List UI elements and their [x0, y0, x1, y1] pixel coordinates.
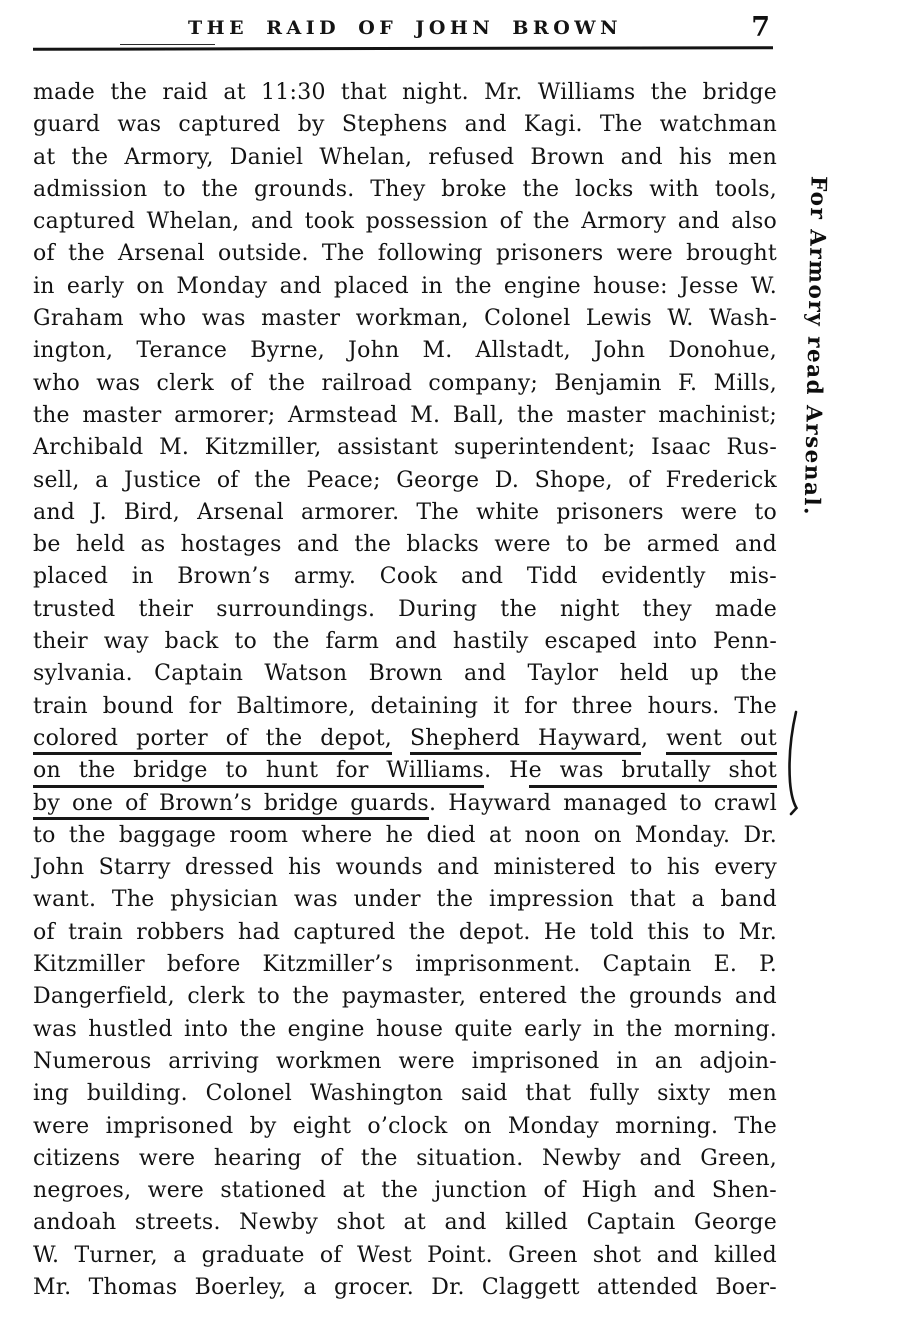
- text-line: [33, 1111, 777, 1143]
- text-segment: sylvania. Captain Watson Brown and Taylor held up the: [33, 661, 777, 687]
- header-rule-fragment: [120, 44, 215, 46]
- text-segment: admission to the grounds. They broke the locks with tools,: [33, 176, 777, 202]
- text-segment: at the Armory, Daniel Whelan, refused Brown and his men: [33, 144, 777, 170]
- text-segment: sell, a Justice of the Peace; George D. Shope, of Frederick: [33, 467, 777, 493]
- text-line: [33, 174, 777, 206]
- hand-underlined-text: e was brutally shot: [529, 758, 777, 788]
- body-text: [33, 77, 777, 1304]
- text-segment: ing building. Colonel Washington said that fully sixty men: [33, 1081, 777, 1107]
- margin-emphasis-mark: [783, 710, 801, 816]
- text-segment: in early on Monday and placed in the engine house: Jesse W.: [33, 273, 777, 299]
- text-line: [33, 335, 777, 367]
- text-segment: was hustled into the engine house quite early in the morning.: [33, 1016, 777, 1042]
- page-header: [33, 12, 777, 46]
- text-segment: of train robbers had captured the depot. He told this to Mr.: [33, 919, 777, 945]
- text-line: [33, 109, 777, 141]
- hand-underlined-text: by one of Brown’s bridge guards: [33, 791, 429, 821]
- text-line: [33, 561, 777, 593]
- text-line: [33, 271, 777, 303]
- text-segment: negroes, were stationed at the junction of High and Shen-: [33, 1178, 777, 1204]
- text-line: [33, 691, 777, 723]
- text-line: [33, 432, 777, 464]
- hand-underlined-text: on the bridge to hunt for Williams: [33, 758, 484, 788]
- text-segment: captured Whelan, and took possession of the Armory and also: [33, 209, 777, 235]
- text-line: [33, 852, 777, 884]
- text-segment: were imprisoned by eight o’clock on Monday morning. The: [33, 1113, 777, 1139]
- text-segment: Mr. Thomas Boerley, a grocer. Dr. Claggett attended Boer-: [33, 1274, 777, 1300]
- text-line: [33, 1175, 777, 1207]
- text-line: [33, 238, 777, 270]
- text-line: [33, 723, 777, 755]
- text-line: [33, 917, 777, 949]
- text-segment: ,: [641, 725, 667, 751]
- hand-underlined-text: went out: [666, 726, 777, 756]
- text-line: [33, 465, 777, 497]
- header-rule: [33, 46, 773, 50]
- hand-underlined-text: Shepherd Hayward: [410, 726, 641, 756]
- text-line: [33, 1143, 777, 1175]
- text-segment: John Starry dressed his wounds and ministered to his every: [33, 855, 777, 881]
- page-number: 7: [751, 12, 770, 43]
- text-line: [33, 658, 777, 690]
- text-segment: their way back to the farm and hastily escaped into Penn-: [33, 629, 777, 655]
- text-segment: Archibald M. Kitzmiller, assistant superintendent; Isaac Rus-: [33, 435, 777, 461]
- text-segment: and J. Bird, Arsenal armorer. The white prisoners were to: [33, 499, 777, 525]
- text-line: [33, 142, 777, 174]
- text-segment: guard was captured by Stephens and Kagi. The watchman: [33, 112, 777, 138]
- text-line: [33, 1240, 777, 1272]
- text-line: [33, 1078, 777, 1110]
- text-line: [33, 949, 777, 981]
- text-segment: want. The physician was under the impression that a band: [33, 887, 777, 913]
- hand-underlined-text: colored porter of the depot,: [33, 726, 392, 756]
- text-segment: citizens were hearing of the situation. Newby and Green,: [33, 1145, 777, 1171]
- text-segment: W. Turner, a graduate of West Point. Green shot and killed: [33, 1242, 777, 1268]
- text-segment: be held as hostages and the blacks were to be armed and: [33, 532, 777, 558]
- text-line: [33, 1207, 777, 1239]
- text-line: [33, 755, 777, 787]
- text-line: [33, 368, 777, 400]
- text-segment: to the baggage room where he died at noon on Monday. Dr.: [33, 822, 777, 848]
- text-segment: made the raid at 11:30 that night. Mr. Williams the bridge: [33, 80, 777, 105]
- text-segment: Kitzmiller before Kitzmiller’s imprisonment. Captain E. P.: [33, 952, 777, 978]
- text-segment: Numerous arriving workmen were imprisoned in an adjoin-: [33, 1048, 777, 1074]
- text-line: [33, 303, 777, 335]
- text-segment: . Hayward managed to crawl: [428, 790, 777, 816]
- text-line: [33, 594, 777, 626]
- text-segment: placed in Brown’s army. Cook and Tidd evidently mis-: [33, 564, 777, 590]
- running-title: THE RAID OF JOHN BROWN: [188, 17, 622, 39]
- text-segment: trusted their surroundings. During the night they made: [33, 596, 777, 622]
- text-segment: Dangerfield, clerk to the paymaster, entered the grounds and: [33, 984, 777, 1010]
- text-line: [33, 820, 777, 852]
- margin-note: For Armory read Arsenal.: [798, 175, 831, 517]
- text-line: [33, 1046, 777, 1078]
- text-line: [33, 1014, 777, 1046]
- text-segment: andoah streets. Newby shot at and killed Captain George: [33, 1210, 777, 1236]
- text-line: [33, 529, 777, 561]
- text-segment: ington, Terance Byrne, John M. Allstadt, John Donohue,: [33, 338, 777, 364]
- text-segment: [392, 726, 410, 751]
- text-line: [33, 497, 777, 529]
- text-line: [33, 981, 777, 1013]
- text-segment: the master armorer; Armstead M. Ball, the master machinist;: [33, 402, 777, 428]
- text-line: [33, 400, 777, 432]
- text-line: [33, 884, 777, 916]
- text-segment: who was clerk of the railroad company; Benjamin F. Mills,: [33, 370, 777, 396]
- text-segment: of the Arsenal outside. The following prisoners were brought: [33, 241, 777, 267]
- text-line: [33, 77, 777, 109]
- text-segment: train bound for Baltimore, detaining it for three hours. The: [33, 693, 777, 719]
- text-line: [33, 1272, 777, 1304]
- text-line: [33, 206, 777, 238]
- text-line: [33, 626, 777, 658]
- text-line: [33, 788, 777, 820]
- text-segment: . H: [484, 758, 529, 784]
- text-segment: Graham who was master workman, Colonel Lewis W. Wash-: [33, 306, 777, 332]
